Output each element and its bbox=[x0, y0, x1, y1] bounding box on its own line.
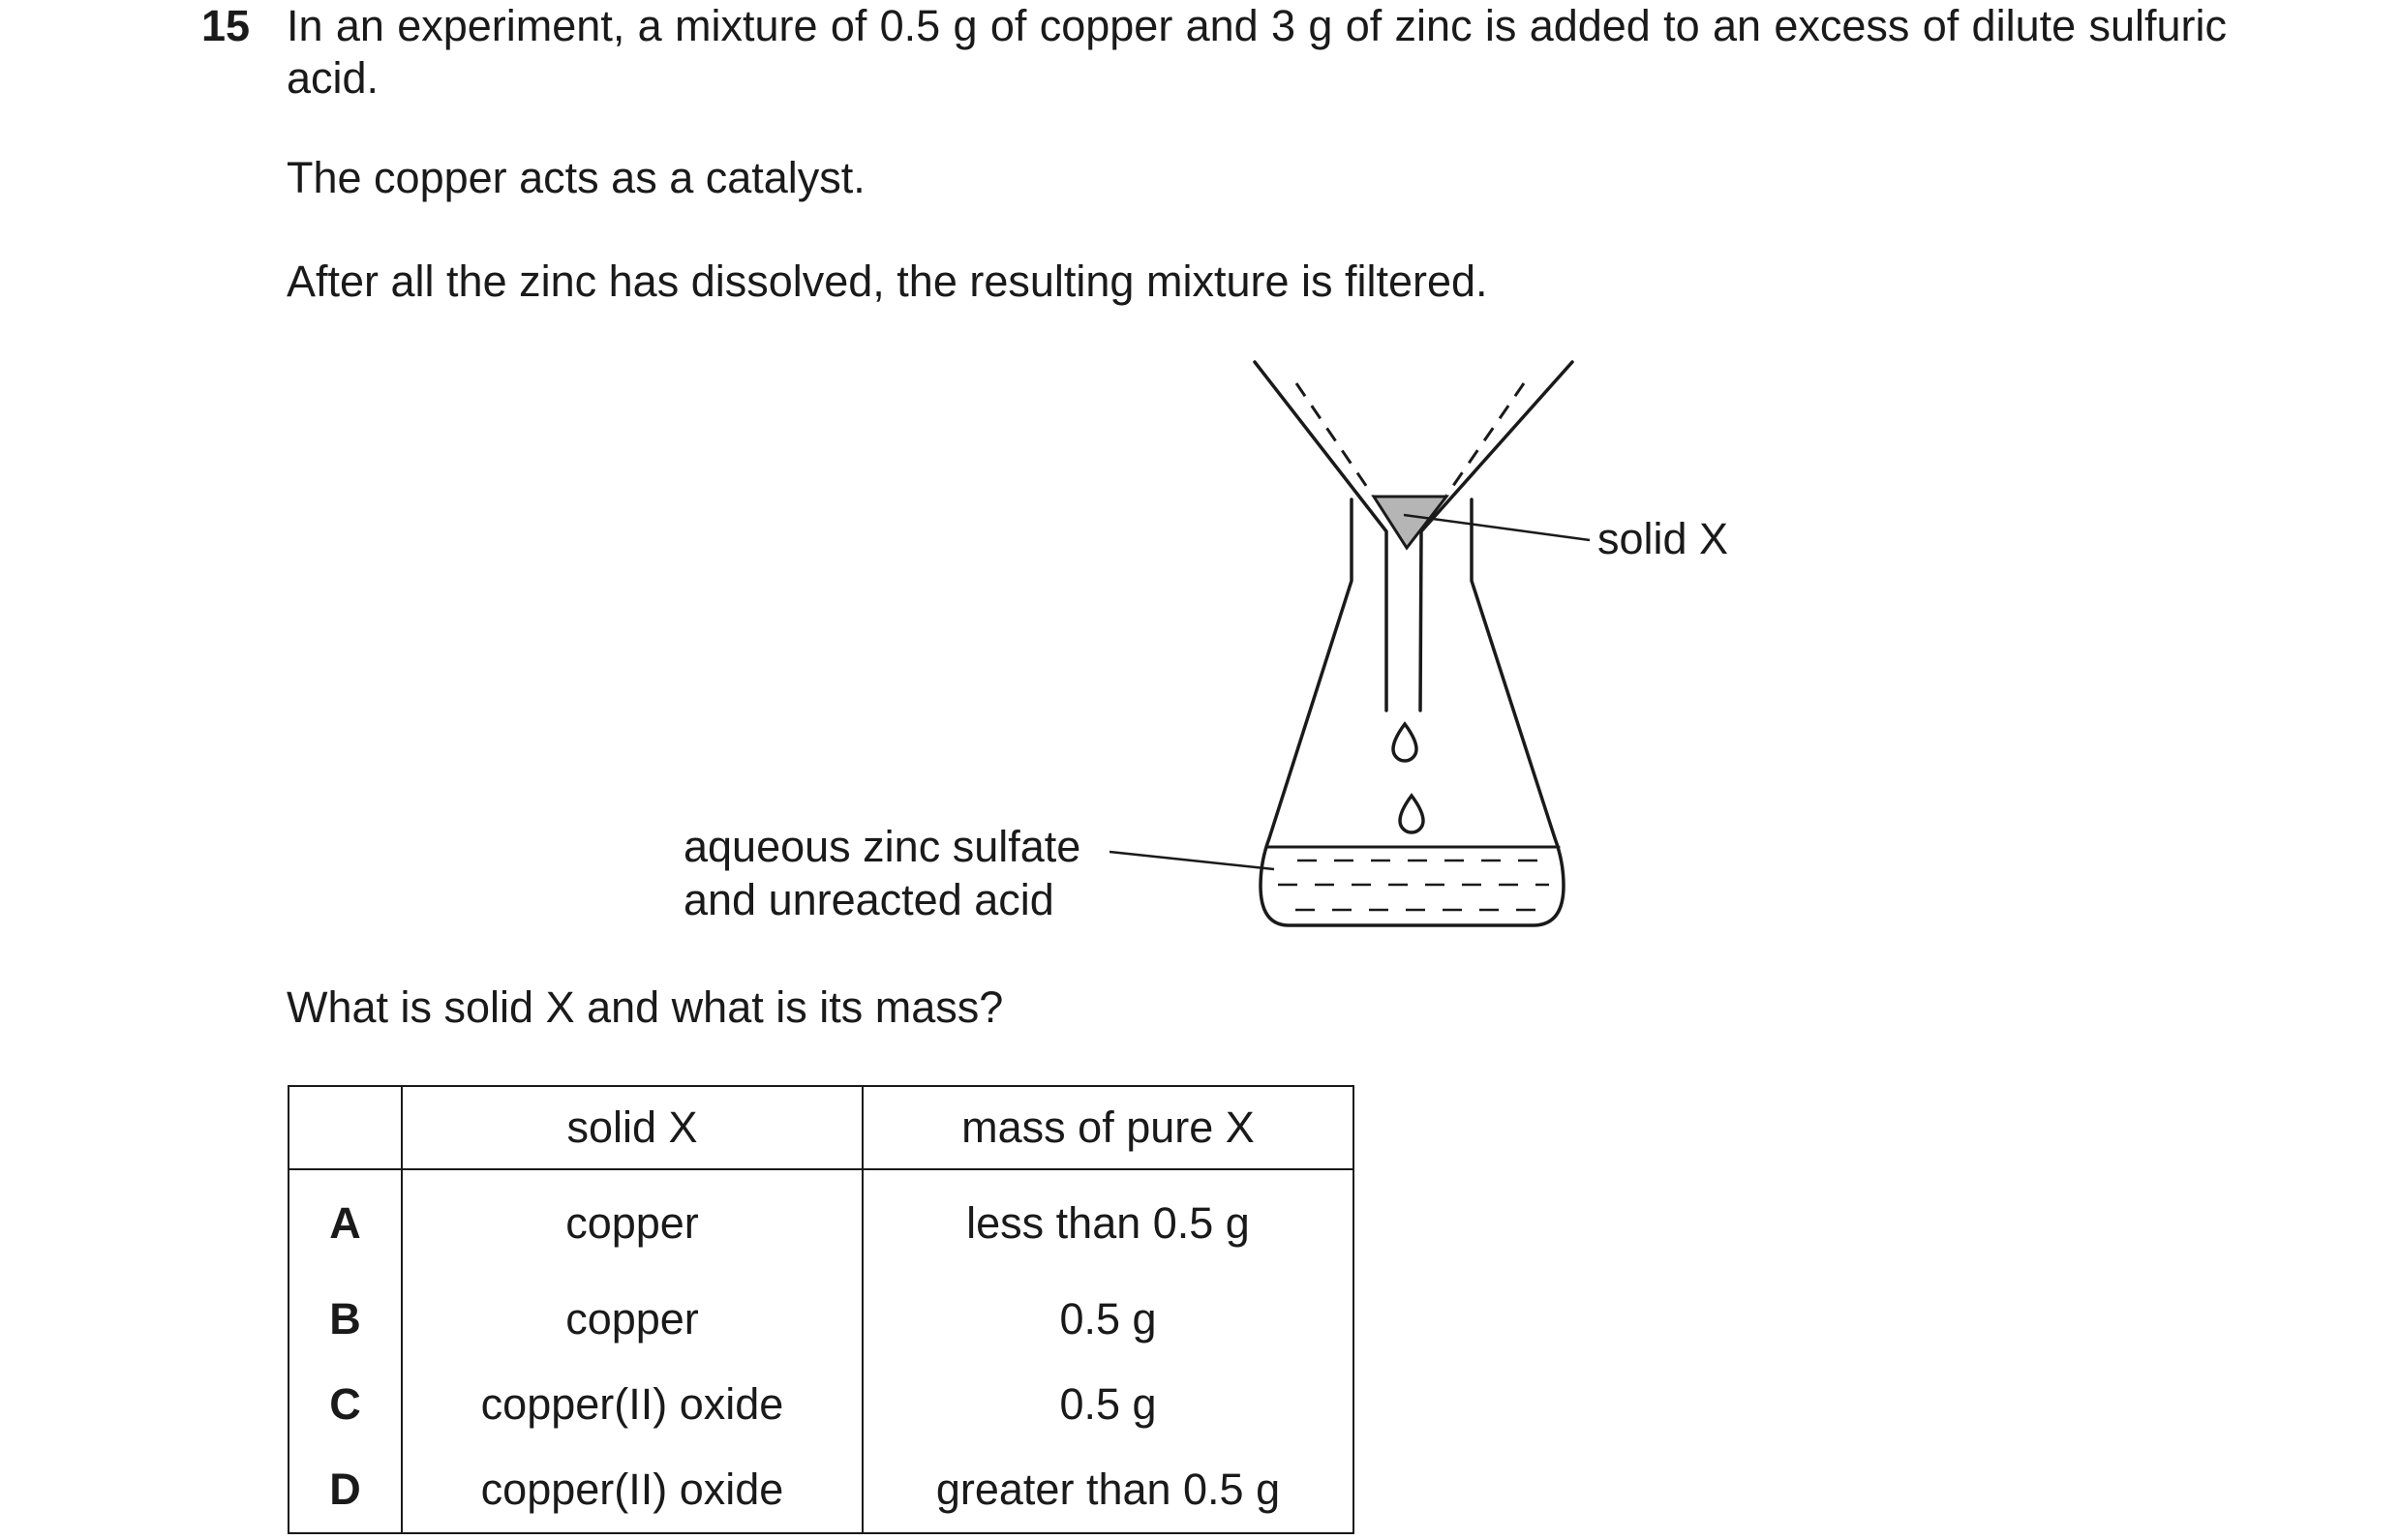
option-solid: copper(II) oxide bbox=[402, 1447, 863, 1533]
option-mass: 0.5 g bbox=[863, 1362, 1353, 1447]
option-mass: 0.5 g bbox=[863, 1277, 1353, 1362]
solid-x-label: solid X bbox=[1597, 514, 1729, 563]
table-header-mass: mass of pure X bbox=[863, 1086, 1353, 1169]
question-prompt: What is solid X and what is its mass? bbox=[287, 982, 1004, 1032]
aqueous-leader-line bbox=[1109, 852, 1274, 869]
option-letter: D bbox=[289, 1447, 402, 1533]
option-solid: copper(II) oxide bbox=[402, 1362, 863, 1447]
option-letter: B bbox=[289, 1277, 402, 1362]
filter-paper bbox=[1296, 383, 1373, 496]
question-paragraph-1: In an experiment, a mixture of 0.5 g of copper and 3 g of zinc is added to an excess of dilute sulfuric acid. bbox=[287, 1, 2227, 103]
filter-funnel bbox=[1255, 362, 1386, 710]
table-header-row bbox=[289, 1086, 1353, 1169]
table-row bbox=[289, 1447, 1353, 1533]
table-header-solid: solid X bbox=[402, 1086, 863, 1169]
option-mass: greater than 0.5 g bbox=[863, 1447, 1353, 1533]
table-row bbox=[289, 1362, 1353, 1447]
option-solid: copper bbox=[402, 1277, 863, 1362]
aqueous-label-line-2: and unreacted acid bbox=[684, 875, 1054, 924]
option-solid: copper bbox=[402, 1169, 863, 1277]
aqueous-label-line-1: aqueous zinc sulfate bbox=[684, 822, 1081, 871]
question-paragraph-3: After all the zinc has dissolved, the resulting mixture is filtered. bbox=[287, 257, 1488, 306]
table-row bbox=[289, 1277, 1353, 1362]
option-mass: less than 0.5 g bbox=[863, 1169, 1353, 1277]
question-number: 15 bbox=[201, 1, 251, 50]
table-header-letter bbox=[289, 1086, 402, 1169]
option-letter: C bbox=[289, 1362, 402, 1447]
answer-options-table bbox=[288, 1085, 1354, 1534]
solid-x-leader-line bbox=[1404, 515, 1590, 540]
option-letter: A bbox=[289, 1169, 402, 1277]
droplet bbox=[1393, 724, 1416, 761]
question-paragraph-2: The copper acts as a catalyst. bbox=[287, 153, 866, 202]
table-row bbox=[289, 1169, 1353, 1277]
droplet bbox=[1400, 796, 1423, 832]
